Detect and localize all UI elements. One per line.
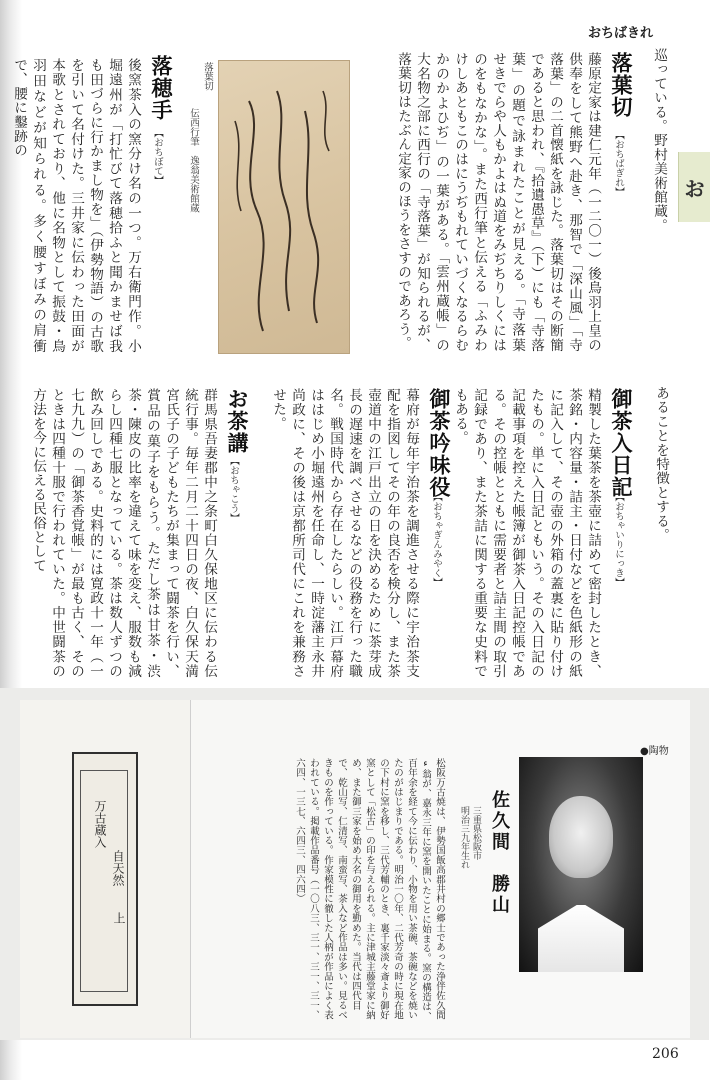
portrait-label: ●陶物 <box>640 746 669 757</box>
artist-name: 佐久間 勝山 <box>489 790 510 916</box>
section-tab-label: お <box>684 176 705 201</box>
entry-reading-ochagimiyaku: 【おちゃぎんみやく】 <box>431 492 442 587</box>
running-head: おちばきれ <box>588 26 654 41</box>
entry-title-ochobote: 落穂手 <box>149 55 173 121</box>
inscription-text-mid: 自天然 <box>111 850 125 886</box>
entry-reading-ochobote: 【おちぼて】 <box>152 128 163 185</box>
artist-biography: 松阪万古焼は、伊勢国飯高郡井村の郷士であった浄伴佐久間ء翁が、嘉永三年に窯を開いたことに始まる。窯の構造は、百年余を経て今に伝わり、小物を用い茶碗、茶碗などを焼いたのがはじまりである。明治一〇年、二代芳奇の時に現在地の下村に窯を移し、三代芳輔のとき、裏千家淡々斎より御好窯として「松古」の印を与えられる。主に津城主藤堂家に納め、また御三家を始め大名の御用を勤めた。当代は四代目で、乾山写、仁清写、南蛮写、茶入など作品は多い。見るべきものを作っている。作家模性に徹した人柄が作品によく表われている。掲載作品番号（一〇八三、三一、三一、三一、六四、一三七、六四三、四六四） <box>294 758 445 1022</box>
fold-line <box>190 700 191 1038</box>
entry-body-ochobote: 後窯茶入の窯分け名の一つ。万右衛門作。小堀遠州が「打忙びて落穂拾ふと聞かませば我も田づらに行かまし物を」（伊勢物語）の古歌を引いて名付けた。三井家に伝わった田面が本歌とされており、他に名物として振鼓・鳥羽田などが知られる。多く腰すぼみの肩衝で、腰に鑿跡の <box>11 58 141 353</box>
entry-reading-ochibagire: 【おちばぎれ】 <box>613 130 624 197</box>
entry-intro-ochairihi: あることを特徴とする。 <box>653 386 669 543</box>
artist-born: 明治三九年生れ <box>459 806 469 869</box>
artist-face <box>549 796 613 878</box>
entry-title-ochairihi: 御茶入日記 <box>609 388 633 498</box>
entry-title-ochibagire: 落葉切 <box>609 52 633 118</box>
entry-title-ochagimiyaku: 御茶吟味役 <box>427 388 451 498</box>
entry-reading-ochairihi: 【おちゃいりにっき】 <box>613 492 624 587</box>
photo-caption-attribution: 伝西行筆 逸翁美術館蔵 <box>188 108 199 213</box>
entry-body-ochako: 群馬県吾妻郡中之条町白久保地区に伝わる伝統行事。毎年二月二十四日の夜、白久保天満宮氏子の子どもたちが集まって闘茶を行い、賞品の菓子をもらう。ただし茶は甘茶・渋茶・陳皮の比率を違えて味を変え、服数も減らし四種七服となっている。茶は数人ずつの飲み回しである。史料的には寛政十一年（一七九九）の「御茶香覚帳」が最も古く、そのときは四種十服で行われていた。中世闘茶の方法を今に伝える民俗として <box>30 388 217 678</box>
artist-origin: 三重県松阪市 <box>471 806 481 860</box>
entry-body-ochibagire: 藤原定家は建仁元年（一二〇一）後鳥羽上皇の供奉をして熊野へ赴き、那智で「深山風」「寺落葉」の二首懐紙を詠じた。落葉切はその断簡であると思われ、『拾遺愚草』（下）にも「寺落葉」の題で詠まれたことが見える。「寺落葉 せきでらや人もかよはぬ道をみぢちりしくにはのをもなかな」。また西行筆と伝える「ふみわけしあともこのはにうぢもれていづくなるらむかのかよひぢ」の一葉がある。「雲州蔵帳」の大名物之部に西行の「寺落葉」が知られるが、落葉切はたぶん定家のほうをさすのであろう。 <box>395 52 601 367</box>
entry-body-ochagimiyaku: 幕府が毎年宇治茶を調進させる際に宇治茶支配を指図してその年の良否を検分し、また茶壺道中の江戸出立の日を決めるために茶芽成長の遅速を調べさせるなどの役務を行った職名。戦国時代から存在したらしい。江戸幕府ははじめ小堀遠州を任命し、一時淀藩主永井尚政に、その後は京都所司代にこれを兼務させた。 <box>270 388 419 678</box>
calligraphy-strokes-icon <box>219 61 349 353</box>
entry-reading-ochako: 【おちゃこう】 <box>228 456 239 523</box>
page-number: 206 <box>652 1046 679 1062</box>
inscription-text-small: 上 <box>112 912 126 924</box>
section-index-tab[interactable] <box>678 152 710 222</box>
entry-title-ochako: お茶講 <box>225 388 249 454</box>
inscription-text-right: 万古蔵入 <box>93 800 107 848</box>
photo-caption-title: 落葉切 <box>202 62 213 91</box>
entry-body-ochairihi: 精製した葉茶を茶壺に詰めて密封したとき、茶銘・内容量・詰主・日付などを色紙形の紙に記入して、その壺の外箱の蓋裏に貼り付けたもの。単に入日記ともいう。その入日記の記載事項を控えた帳簿が御茶入日記控帳である。その控帳とともに需要者と詰主間の取引記録であり、また茶詰に関する重要な史料でもある。 <box>452 388 601 678</box>
ochibagire-calligraphy-image <box>218 60 350 354</box>
continued-text: 巡っている。野村美術館蔵。 <box>651 48 667 233</box>
